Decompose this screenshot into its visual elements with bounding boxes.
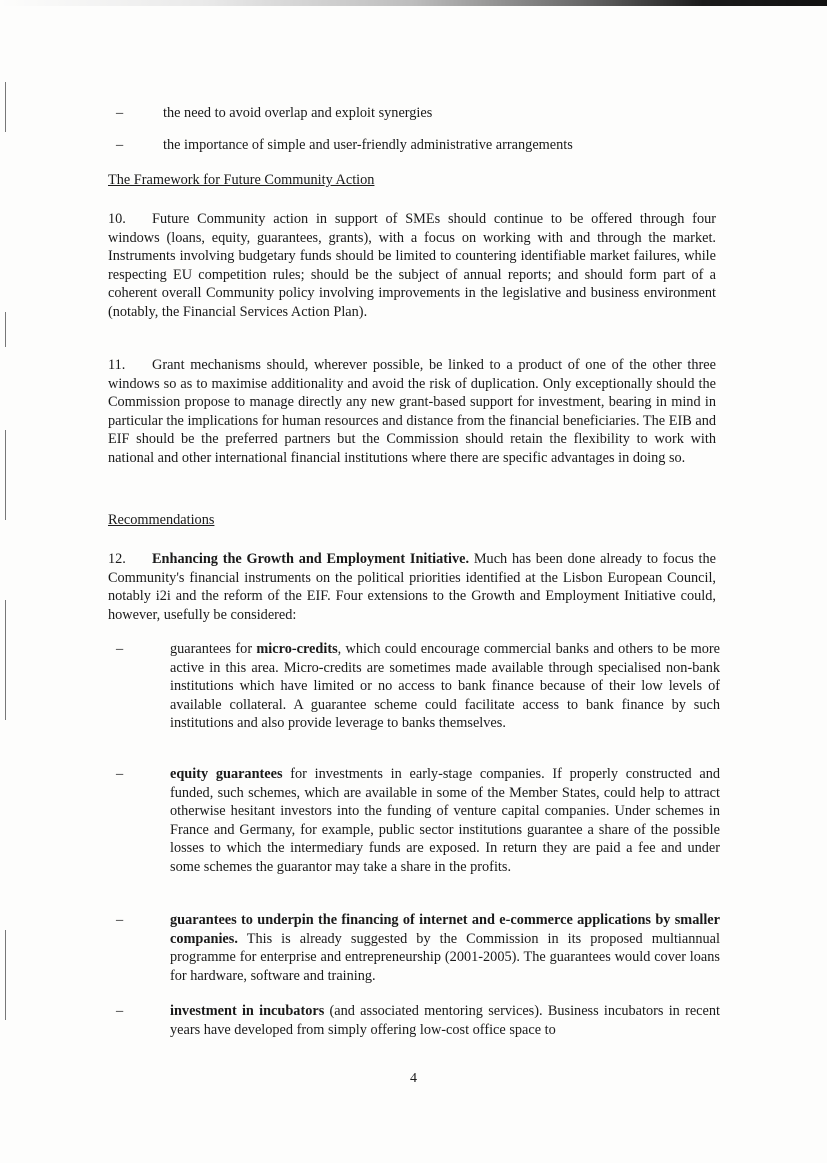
paragraph-bold-lead: Enhancing the Growth and Employment Initiative.	[152, 551, 470, 567]
paragraph-number: 10.	[108, 211, 126, 227]
sub-item-text: , which could encourage commercial banks and others to be more active in this area. Micro-credits are sometimes made available through specialised non-bank institutions which have limited or no access to bank finance because of their low levels of available collateral. A guarantee scheme could facilitate access to bank finance by such institutions and also provide leverage to banks themselves.	[170, 641, 720, 732]
sub-item-bold: micro-credits	[256, 641, 338, 657]
bullet-dash: –	[116, 641, 124, 657]
bullet-dash: –	[116, 1003, 124, 1019]
sub-item-text: (and associated mentoring services). Business incubators in recent years have developed from simply offering low-cost office space to	[170, 1003, 720, 1038]
sub-item-equity-guarantees	[170, 765, 720, 877]
section-heading-framework: The Framework for Future Community Action	[108, 172, 375, 188]
sub-item-bold: equity guarantees	[170, 766, 283, 782]
sub-item-text: This is already suggested by the Commission in its proposed multiannual programme for enterprise and entrepreneurship (2001-2005). The guarantees would cover loans for hardware, software and training.	[170, 930, 720, 984]
sub-item-micro-credits	[170, 640, 720, 733]
paragraph-11	[108, 356, 716, 468]
sub-item-bold: guarantees to underpin the financing of internet and e-commerce applications by smaller companies.	[170, 912, 720, 947]
paragraph-text: Much has been done already to focus the Community's financial instruments on the political priorities identified at the Lisbon European Council, notably i2i and the reform of the EIF. Four extensions to the Growth and Employment Initiative could, however, usefully be considered:	[108, 551, 716, 623]
bullet-admin-arrangements: the importance of simple and user-friendly administrative arrangements	[163, 137, 573, 153]
bullet-dash: –	[116, 912, 124, 928]
sub-item-bold: investment in incubators	[170, 1003, 325, 1019]
paragraph-10	[108, 210, 716, 322]
bullet-avoid-overlap: the need to avoid overlap and exploit synergies	[163, 105, 433, 121]
section-heading-recommendations: Recommendations	[108, 512, 215, 528]
paragraph-number: 11.	[108, 357, 126, 373]
page-number: 4	[410, 1071, 417, 1086]
sub-item-text: guarantees for	[170, 641, 257, 657]
bullet-dash: –	[116, 766, 124, 782]
sub-item-text: for investments in early-stage companies. If properly constructed and funded, such schemes, which are available in some of the Member States, could help to attract otherwise hesitant investors into the funding of venture capital companies. Under schemes in France and Germany, for example, public sector institutions guarantee a share of the possible losses to which the intermediary funds are exposed. In return they are paid a fee and under some schemes the guarantor may take a share in the profits.	[170, 766, 720, 875]
paragraph-number: 12.	[108, 551, 126, 567]
sub-item-internet-guarantees	[170, 911, 720, 985]
paragraph-text: Grant mechanisms should, wherever possible, be linked to a product of one of the other three windows so as to maximise additionality and avoid the risk of duplication. Only exceptionally should the Commission propose to manage directly any new grant-based support for investment, bearing in mind in particular the implications for human resources and distance from the financial beneficiaries. The EIB and EIF should be the preferred partners but the Commission should retain the flexibility to work with national and other international financial institutions where there are specific advantages in doing so.	[108, 357, 716, 466]
sub-item-incubators	[170, 1002, 720, 1039]
paragraph-text: Future Community action in support of SMEs should continue to be offered through four windows (loans, equity, guarantees, grants), with a focus on working with and through the market. Instruments involving budgetary funds should be limited to countering identifiable market failures, while respecting EU competition rules; should be the subject of annual reports; and should form part of a coherent overall Community policy involving improvements in the legislative and business environment (notably, the Financial Services Action Plan).	[108, 211, 716, 320]
bullet-dash: –	[116, 137, 124, 153]
paragraph-12	[108, 550, 716, 624]
bullet-dash: –	[116, 105, 124, 121]
